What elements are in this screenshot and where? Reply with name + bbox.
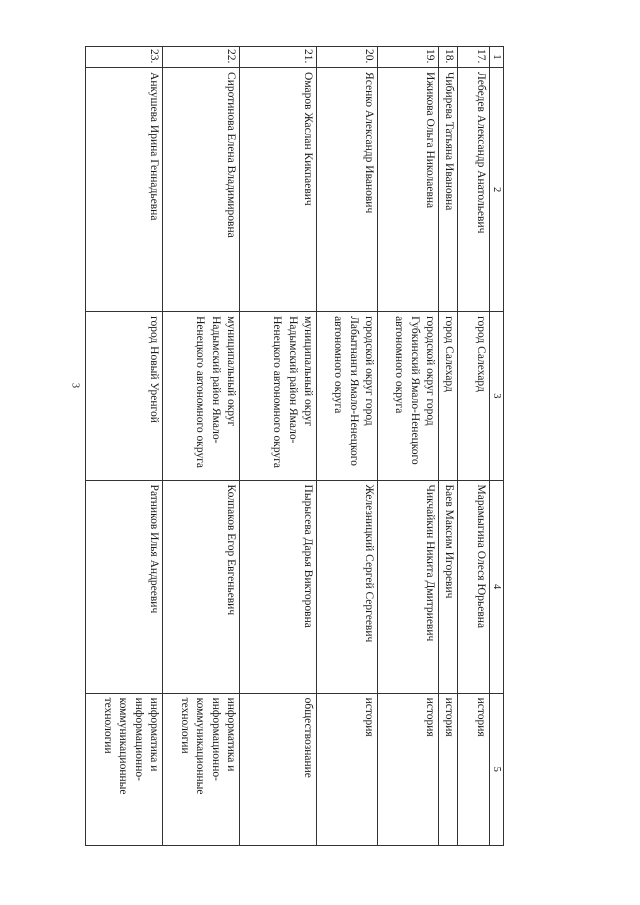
table-row (458, 47, 490, 846)
subject-cell: история (458, 693, 490, 845)
subject-cell: история (317, 693, 378, 845)
teacher-name-cell: Анкушева Ирина Геннадьевна (86, 68, 163, 312)
table-row (317, 47, 378, 846)
municipality-cell: город Салехард (439, 312, 458, 480)
student-name-cell: Пырысева Дарья Викторовна (240, 480, 317, 693)
subject-cell: информатика и информационно-коммуникационные технологии (86, 693, 163, 845)
header-col-1: 1 (490, 47, 504, 68)
header-col-4: 4 (490, 480, 504, 693)
student-name-cell: Чикчайкин Никита Дмитриевич (378, 480, 439, 693)
page-number: 3 (69, 383, 81, 388)
table-row (240, 47, 317, 846)
row-number-cell: 23. (86, 47, 163, 68)
teacher-name-cell: Чибирева Татьяна Ивановна (439, 68, 458, 312)
municipality-cell: муниципальный округ Надымский район Ямало-Ненецкого автономного округа (240, 312, 317, 480)
subject-cell: информатика и информационно-коммуникационные технологии (163, 693, 240, 845)
municipality-cell: город Салехард (458, 312, 490, 480)
student-name-cell: Ратников Илья Андреевич (86, 480, 163, 693)
row-number-cell: 21. (240, 47, 317, 68)
teacher-name-cell: Ясенко Александр Иванович (317, 68, 378, 312)
student-name-cell: Железницкий Сергей Сергеевич (317, 480, 378, 693)
table-body (86, 47, 490, 846)
participants-table (86, 46, 505, 846)
table-row (86, 47, 163, 846)
teacher-name-cell: Омаров Жаслан Кикпаевич (240, 68, 317, 312)
student-name-cell: Баев Максим Игоревич (439, 480, 458, 693)
subject-cell: история (439, 693, 458, 845)
table-row (439, 47, 458, 846)
student-name-cell: Марамыгина Олеся Юрьевна (458, 480, 490, 693)
row-number-cell: 19. (378, 47, 439, 68)
student-name-cell: Колпаков Егор Евгеньевич (163, 480, 240, 693)
teacher-name-cell: Ижикова Ольга Николаевна (378, 68, 439, 312)
municipality-cell: городской округ город Губкинский Ямало-Ненецкого автономного округа (378, 312, 439, 480)
row-number-cell: 20. (317, 47, 378, 68)
municipality-cell: город Новый Уренгой (86, 312, 163, 480)
header-col-3: 3 (490, 312, 504, 480)
row-number-cell: 22. (163, 47, 240, 68)
header-col-5: 5 (490, 693, 504, 845)
row-number-cell: 18. (439, 47, 458, 68)
table-row (163, 47, 240, 846)
subject-cell: обществознание (240, 693, 317, 845)
header-col-2: 2 (490, 68, 504, 312)
teacher-name-cell: Сиротинова Елена Владимировна (163, 68, 240, 312)
header-row (490, 47, 504, 846)
teacher-name-cell: Лебедев Александр Анатольевич (458, 68, 490, 312)
municipality-cell: городской округ город Лабытнанги Ямало-Ненецкого автономного округа (317, 312, 378, 480)
municipality-cell: муниципальный округ Надымский район Ямало-Ненецкого автономного округа (163, 312, 240, 480)
rotated-document (102, 46, 504, 846)
subject-cell: история (378, 693, 439, 845)
table-row (378, 47, 439, 846)
row-number-cell: 17. (458, 47, 490, 68)
